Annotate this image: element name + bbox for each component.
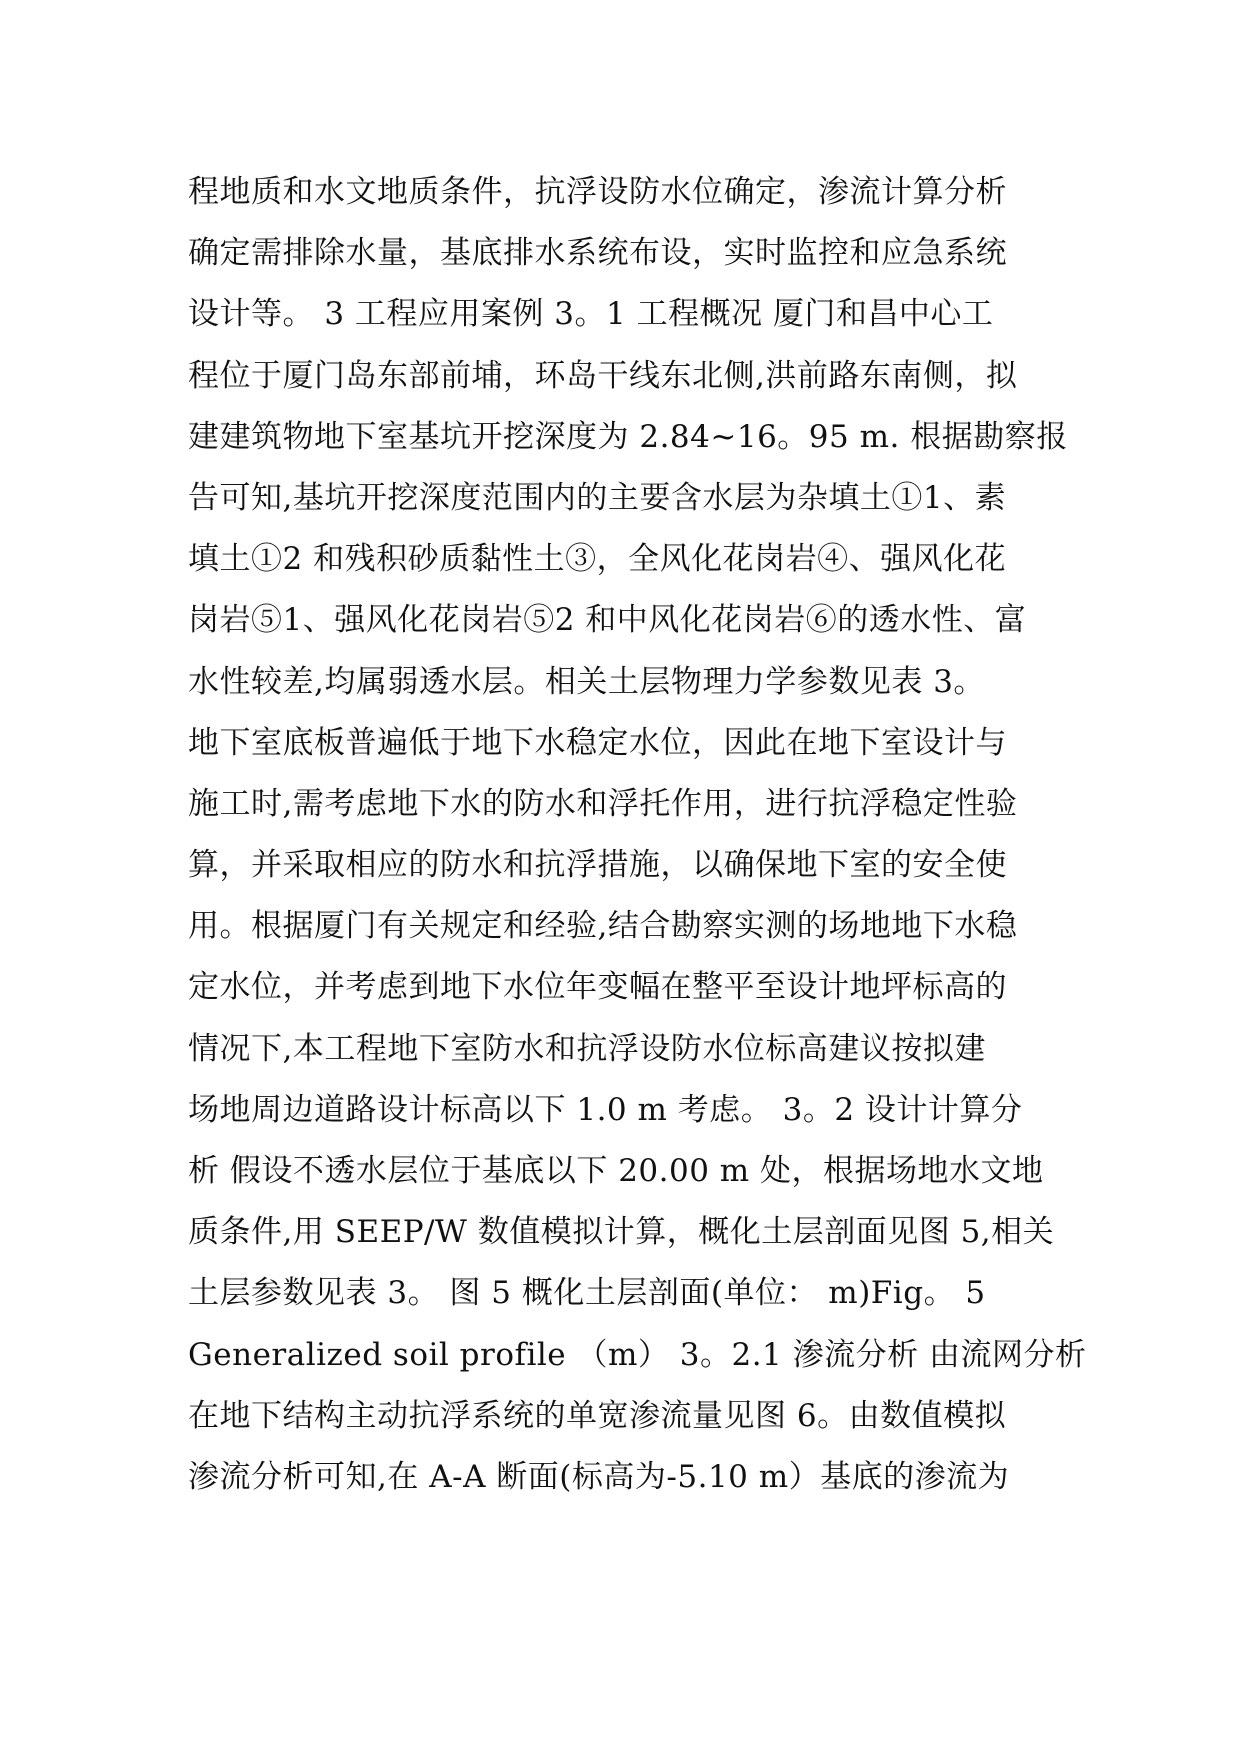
text-line: 施工时,需考虑地下水的防水和浮托作用，进行抗浮稳定性验 [188,785,1018,822]
text-line: 用。根据厦门有关规定和经验,结合勘察实测的场地地下水稳 [188,908,1018,945]
text-line: 情况下,本工程地下室防水和抗浮设防水位标高建议按拟建 [188,1030,986,1067]
text-line: 地下室底板普遍低于地下水稳定水位，因此在地下室设计与 [188,724,1007,761]
text-line: 场地周边道路设计标高以下 1.0 m 考虑。 3。2 设计计算分 [188,1091,1023,1128]
text-line: 土层参数见表 3。 图 5 概化土层剖面(单位： m)Fig。 5 [188,1275,986,1312]
text-line: 程位于厦门岛东部前埔，环岛干线东北侧,洪前路东南侧，拟 [188,357,1018,394]
text-line: 渗流分析可知,在 A-A 断面(标高为-5.10 m）基底的渗流为 [188,1458,1010,1495]
body-text [188,162,1088,1508]
text-line: Generalized soil profile （m） 3。2.1 渗流分析 由流网分析 [188,1336,1087,1373]
text-line: 程地质和水文地质条件，抗浮设防水位确定，渗流计算分析 [188,174,1007,210]
text-line: 建建筑物地下室基坑开挖深度为 2.84~16。95 m. 根据勘察报 [188,418,1068,455]
text-line: 析 假设不透水层位于基底以下 20.00 m 处，根据场地水文地 [188,1153,1044,1189]
text-line: 质条件,用 SEEP/W 数值模拟计算，概化土层剖面见图 5,相关 [188,1214,1055,1251]
text-line: 水性较差,均属弱透水层。相关土层物理力学参数见表 3。 [188,663,985,700]
text-line: 在地下结构主动抗浮系统的单宽渗流量见图 6。由数值模拟 [188,1397,1007,1434]
text-line: 填土①2 和残积砂质黏性土③，全风化花岗岩④、强风化花 [188,541,1007,578]
text-line: 定水位，并考虑到地下水位年变幅在整平至设计地坪标高的 [188,969,1007,1006]
text-line: 确定需排除水量，基底排水系统布设，实时监控和应急系统 [188,235,1007,272]
text-line: 设计等。 3 工程应用案例 3。1 工程概况 厦门和昌中心工 [188,296,994,333]
text-line: 告可知,基坑开挖深度范围内的主要含水层为杂填土①1、素 [188,479,1007,516]
text-line: 算，并采取相应的防水和抗浮措施，以确保地下室的安全使 [188,847,1007,884]
text-line: 岗岩⑤1、强风化花岗岩⑤2 和中风化花岗岩⑥的透水性、富 [188,602,1027,639]
